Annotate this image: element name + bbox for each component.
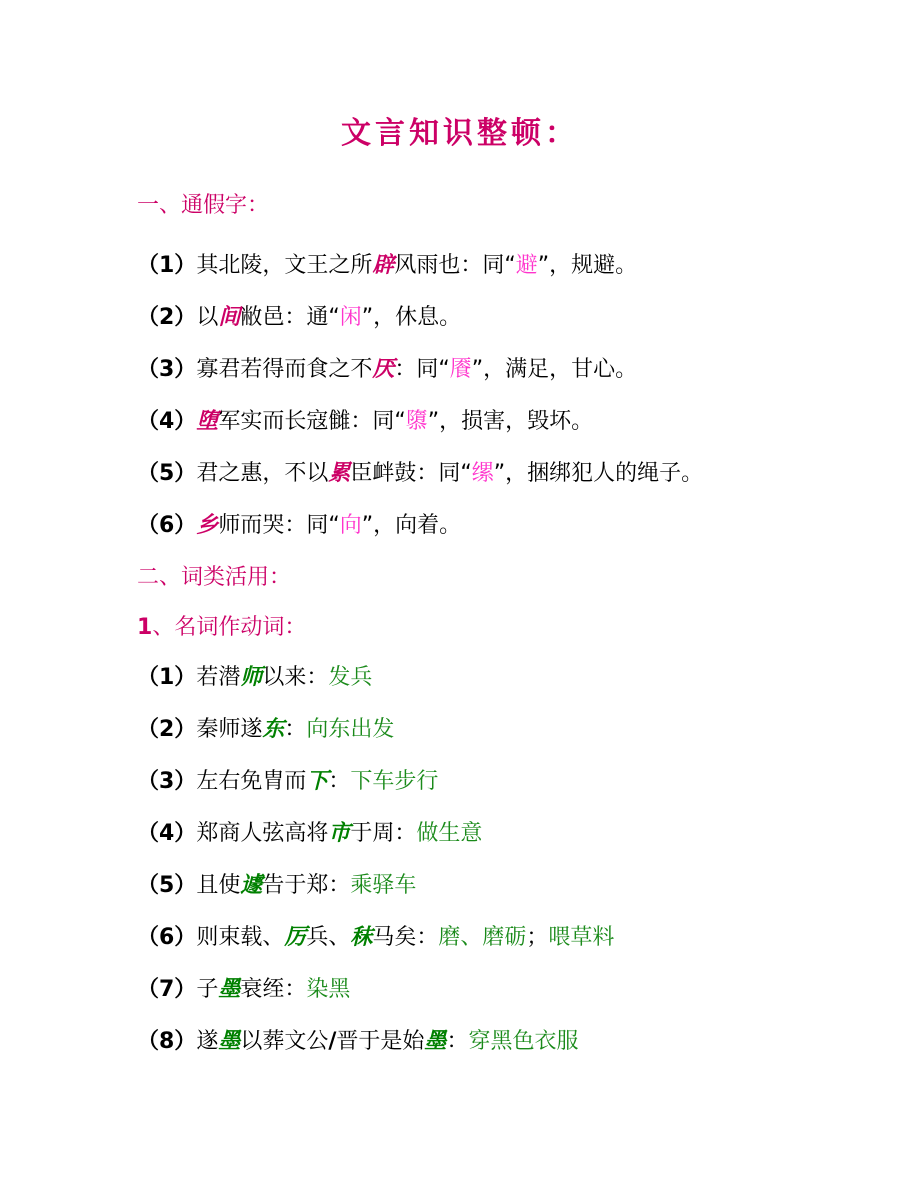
key-char: 遽 <box>240 872 263 898</box>
key-char: 东 <box>262 716 285 742</box>
tongjia-item-2: （2）以间敝邑：通“闲”，休息。 <box>137 304 462 330</box>
item-number: （5） <box>137 461 197 486</box>
key-char: 秣 <box>350 924 373 950</box>
key-char: 墨 <box>218 976 241 1002</box>
answer-text: 喂草料 <box>548 925 615 950</box>
target-char: 闲 <box>339 305 362 330</box>
answer-text: 磨、磨砺 <box>438 925 527 950</box>
item-number: （1） <box>137 253 197 278</box>
subsection-heading-mingci: 1、名词作动词： <box>137 615 307 640</box>
answer-text: 穿黑色衣服 <box>468 1029 579 1054</box>
huoyong-item-6: （6）则束载、厉兵、秣马矣：磨、磨砺；喂草料 <box>137 924 615 950</box>
item-number: （2） <box>137 717 197 742</box>
answer-text: 下车步行 <box>350 769 439 794</box>
key-char: 下 <box>306 768 329 794</box>
key-char: 辟 <box>372 252 395 278</box>
key-char: 墨 <box>424 1028 447 1054</box>
tongjia-item-6: （6）乡师而哭：同“向”，向着。 <box>137 512 462 538</box>
key-char: 累 <box>328 460 351 486</box>
key-char: 墨 <box>218 1028 241 1054</box>
key-char: 师 <box>240 664 263 690</box>
answer-text: 乘驿车 <box>350 873 417 898</box>
answer-text: 染黑 <box>306 977 351 1002</box>
tongjia-item-5: （5）君之惠，不以累臣衅鼓：同“缧”，捆绑犯人的绳子。 <box>137 460 704 486</box>
item-number: （4） <box>137 409 197 434</box>
huoyong-item-1: （1）若潜师以来：发兵 <box>137 664 373 690</box>
answer-text: 发兵 <box>328 665 373 690</box>
key-char: 间 <box>218 304 241 330</box>
item-number: （3） <box>137 769 197 794</box>
target-char: 向 <box>339 513 362 538</box>
huoyong-item-5: （5）且使遽告于郑：乘驿车 <box>137 872 417 898</box>
huoyong-item-4: （4）郑商人弦高将市于周：做生意 <box>137 820 483 846</box>
section-heading-tongjiazi: 一、通假字： <box>137 193 270 218</box>
item-number: （5） <box>137 873 197 898</box>
item-number: （6） <box>137 925 197 950</box>
target-char: 餍 <box>449 357 472 382</box>
item-number: （4） <box>137 821 197 846</box>
answer-text: 向东出发 <box>306 717 395 742</box>
item-number: （1） <box>137 665 197 690</box>
page-title: 文言知识整顿： <box>341 116 579 151</box>
huoyong-item-7: （7）子墨衰绖：染黑 <box>137 976 351 1002</box>
section-heading-cilei: 二、词类活用： <box>137 565 292 590</box>
key-char: 乡 <box>196 512 219 538</box>
item-number: （6） <box>137 513 197 538</box>
target-char: 隳 <box>405 409 428 434</box>
target-char: 缧 <box>471 461 494 486</box>
item-number: （3） <box>137 357 197 382</box>
answer-text: 做生意 <box>416 821 483 846</box>
target-char: 避 <box>515 253 538 278</box>
item-number: （8） <box>137 1029 197 1054</box>
key-char: 市 <box>328 820 351 846</box>
huoyong-item-3: （3）左右免胄而下：下车步行 <box>137 768 439 794</box>
tongjia-item-1: （1）其北陵，文王之所辟风雨也：同“避”，规避。 <box>137 252 638 278</box>
tongjia-item-3: （3）寡君若得而食之不厌：同“餍”，满足，甘心。 <box>137 356 638 382</box>
item-number: （2） <box>137 305 197 330</box>
key-char: 堕 <box>196 408 219 434</box>
item-number: （7） <box>137 977 197 1002</box>
key-char: 厌 <box>372 356 395 382</box>
huoyong-item-8: （8）遂墨以葬文公/晋于是始墨：穿黑色衣服 <box>137 1028 579 1054</box>
key-char: 厉 <box>284 924 307 950</box>
tongjia-item-4: （4）堕军实而长寇雠：同“隳”，损害，毁坏。 <box>137 408 594 434</box>
huoyong-item-2: （2）秦师遂东：向东出发 <box>137 716 395 742</box>
